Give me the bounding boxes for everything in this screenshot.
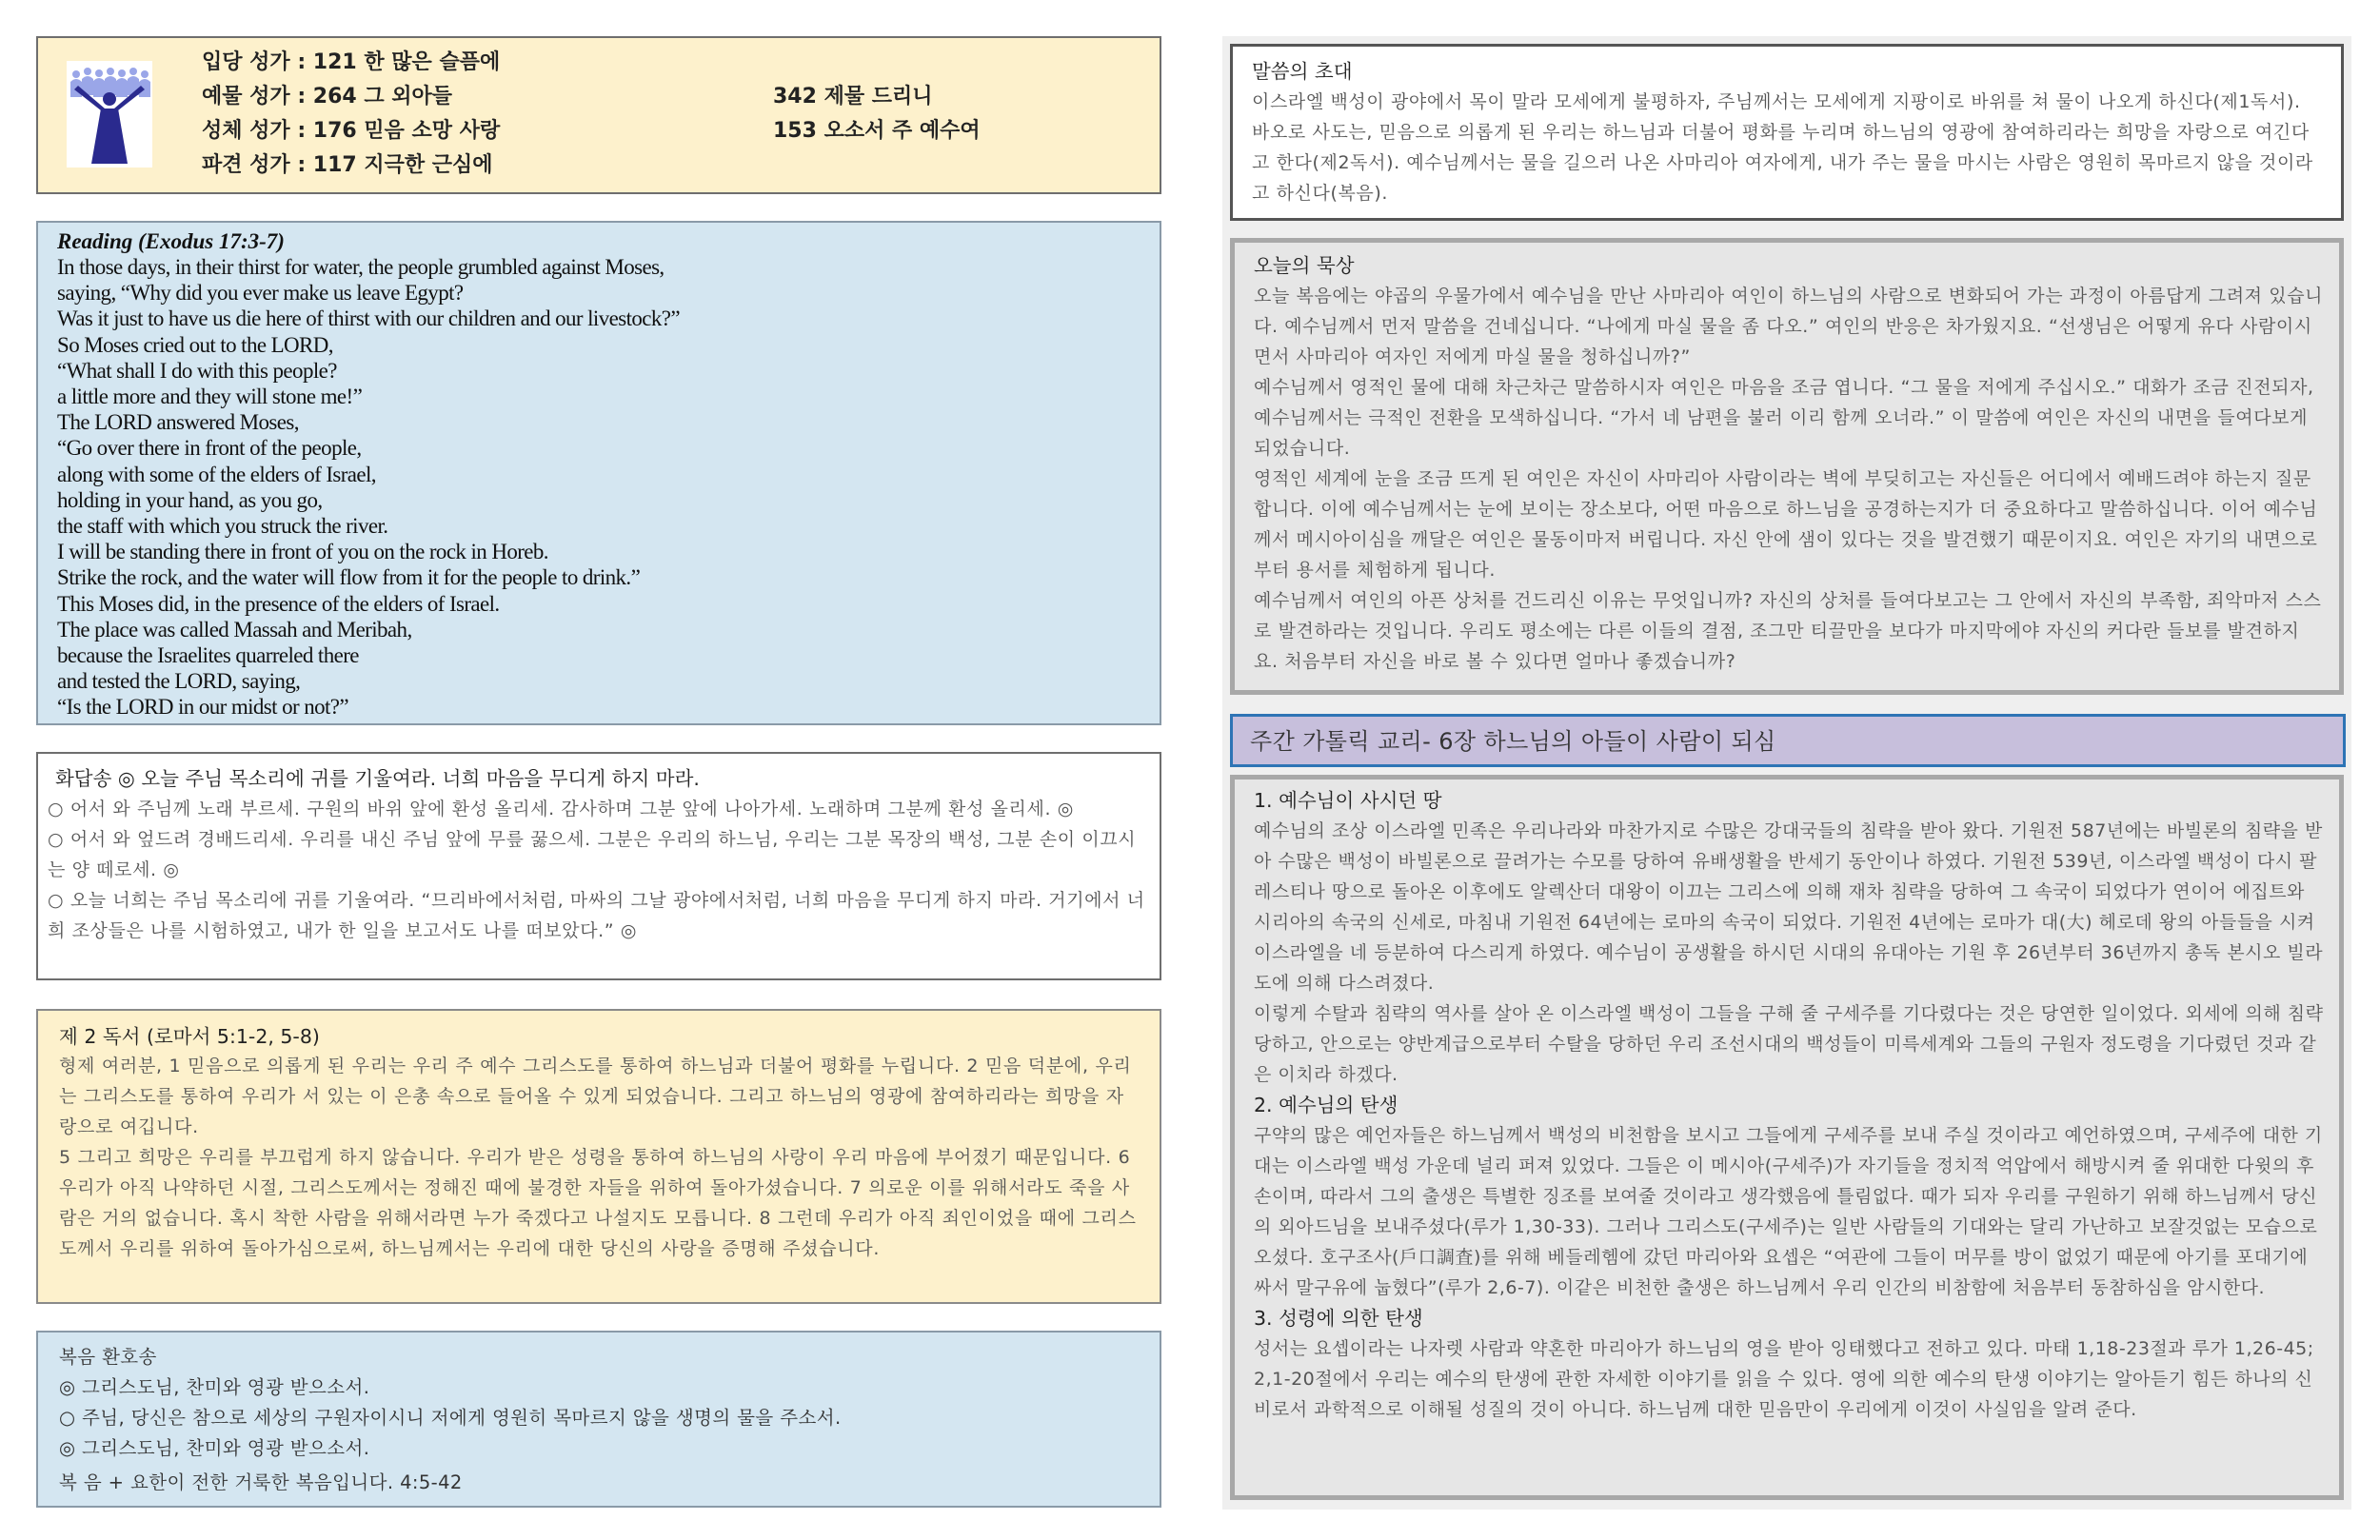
reading-line: “What shall I do with this people?: [57, 358, 337, 383]
gospel-acclamation-box: [36, 1331, 1161, 1508]
second-reading-title: 제 2 독서 (로마서 5:1-2, 5-8): [59, 1025, 320, 1048]
offertory-hymn-alt: 342 제물 드리니: [773, 85, 933, 109]
choir-logo-icon: [67, 61, 152, 168]
acclamation-line: ◎ 그리스도님, 찬미와 영광 받으소서.: [59, 1437, 370, 1459]
acclamation-line: ○ 주님, 당신은 참으로 세상의 구원자이시니 저에게 영원히 목마르지 않을 생명의 물을 주소서.: [59, 1407, 842, 1429]
reading-line: the staff with which you struck the river.: [57, 514, 388, 539]
catechism-paragraph: 예수님의 조상 이스라엘 민족은 우리나라와 마찬가지로 수많은 강대국들의 침략을 받아 왔다. 기원전 587년에는 바빌론의 침략을 받아 수많은 백성이 바빌론으로 끌려가는 수모를 당하여 유배생활을 반세기 동안이나 하였다. 기원전 539년, 이스라엘 백성이 다시 팔레스티나 땅으로 돌아온 이후에도 알렉산더 대왕이 이끄는 그리스에 의해 재차 침략을 당하여 그 속국이 되었다가 연이어 에집트와 시리아의 속국의 신세로, 마침내 기원전 64년에는 로마의 속국이 되었다. 기원전 4년에는 로마가 대(大) 헤로데 왕의 아들들을 시켜 이스라엘을 네 등분하여 다스리게 하였다. 예수님이 공생활을 하시던 시대의 유대아는 기원 후 26년부터 36년까지 총독 본시오 빌라도에 의해 다스려졌다.: [1254, 820, 2324, 994]
reading-line: The place was called Massah and Meribah,: [57, 617, 412, 642]
gospel-acclamation-title: 복음 환호송: [59, 1346, 157, 1368]
entrance-hymn: 입당 성가 : 121 한 많은 슬픔에: [202, 50, 501, 74]
recessional-hymn: 파견 성가 : 117 지극한 근심에: [202, 153, 493, 177]
invitation-title: 말씀의 초대: [1252, 60, 1353, 83]
catechism-paragraph: 이렇게 수탈과 침략의 역사를 살아 온 이스라엘 백성이 그들을 구해 줄 구세주를 기다렸다는 것은 당연한 일이었다. 외세에 의해 침략 당하고, 안으로는 양반계급으로부터 수탈을 당하던 우리 조선시대의 백성들이 미륵세계와 그들의 구원자 정도령을 기다렸던 것과 같은 이치라 하겠다.: [1254, 1003, 2324, 1085]
second-reading-paragraph: 5 그리고 희망은 우리를 부끄럽게 하지 않습니다. 우리가 받은 성령을 통하여 하느님의 사랑이 우리 마음에 부어졌기 때문입니다. 6 우리가 아직 나약하던 시절, 그리스도께서는 정해진 때에 불경한 자들을 위하여 돌아가셨습니다. 7 의로운 이를 위해서라도 죽을 사람은 거의 없습니다. 혹시 착한 사람을 위해서라면 누가 죽겠다고 나설지도 모릅니다. 8 그런데 우리가 아직 죄인이었을 때에 그리스도께서 우리를 위하여 돌아가심으로써, 하느님께서는 우리에 대한 당신의 사랑을 증명해 주셨습니다.: [59, 1147, 1137, 1259]
meditation-box: [1230, 238, 2344, 695]
reading-line: and tested the LORD, saying,: [57, 669, 301, 694]
acclamation-line: ◎ 그리스도님, 찬미와 영광 받으소서.: [59, 1376, 370, 1398]
first-reading-box: [36, 221, 1161, 725]
psalm-verse: ○ 어서 와 엎드려 경배드리세. 우리를 내신 주님 앞에 무릎 꿇으세. 그분은 우리의 하느님, 우리는 그분 목장의 백성, 그분 손이 이끄시는 양 떼로세. ◎: [48, 829, 1137, 880]
reading-line: This Moses did, in the presence of the elders of Israel.: [57, 591, 500, 616]
reading-line: In those days, in their thirst for water, the people grumbled against Moses,: [57, 255, 664, 279]
catechism-paragraph: 성서는 요셉이라는 나자렛 사람과 약혼한 마리아가 하느님의 영을 받아 잉태했다고 전하고 있다. 마태 1,18-23절과 루가 1,26-45; 2,1-20절에서 우리는 예수의 탄생에 관한 자세한 이야기를 읽을 수 있다. 영에 의한 예수의 탄생 이야기는 알아듣기 힘든 하나의 신비로서 과학적으로 이해될 성질의 것이 아니다. 하느님께 대한 믿음만이 우리에게 이것이 사실임을 알려 준다.: [1254, 1338, 2314, 1420]
first-reading-title: Reading (Exodus 17:3-7): [57, 229, 285, 253]
meditation-paragraph: 예수님께서 여인의 아픈 상처를 건드리신 이유는 무엇입니까? 자신의 상처를 들여다보고는 그 안에서 자신의 부족함, 죄악마저 스스로 발견하라는 것입니다. 우리도 평소에는 다른 이들의 결점, 조그만 티끌만을 보다가 마지막에야 자신의 커다란 들보를 발견하지요. 처음부터 자신을 바로 볼 수 있다면 얼마나 좋겠습니까?: [1254, 590, 2322, 672]
catechism-title: 주간 가톨릭 교리- 6장 하느님의 아들이 사람이 되심: [1250, 728, 1776, 755]
catechism-paragraph: 구약의 많은 예언자들은 하느님께서 백성의 비천함을 보시고 그들에게 구세주를 보내 주실 것이라고 예언하였으며, 구세주에 대한 기대는 이스라엘 백성 가운데 널리 퍼져 있었다. 그들은 이 메시아(구세주)가 자기들을 정치적 억압에서 해방시켜 줄 위대한 다윗의 후손이며, 따라서 그의 출생은 특별한 징조를 보여줄 것이라고 생각했음에 틀림없다. 때가 되자 우리를 구원하기 위해 하느님께서 당신의 외아드님을 보내주셨다(루가 1,30-33). 그러나 그리스도(구세주)는 일반 사람들의 기대와는 달리 가난하고 보잘것없는 모습으로 오셨다. 호구조사(戶口調査)를 위해 베들레헴에 갔던 마리아와 요셉은 “여관에 그들이 머무를 방이 없었기 때문에 아기를 포대기에 싸서 말구유에 눕혔다”(루가 2,6-7). 이같은 비천한 출생은 하느님께서 우리 인간의 비참함에 처음부터 동참하심을 암시한다.: [1254, 1125, 2323, 1298]
meditation-paragraph: 예수님께서 영적인 물에 대해 차근차근 말씀하시자 여인은 마음을 조금 엽니다. “그 물을 저에게 주십시오.” 대화가 조금 진전되자, 예수님께서는 극적인 전환을 모색하십니다. “가서 네 남편을 불러 이리 함께 오너라.” 이 말씀에 여인은 자신의 내면을 들여다보게 되었습니다.: [1254, 377, 2314, 459]
reading-line: The LORD answered Moses,: [57, 410, 299, 435]
reading-line: “Is the LORD in our midst or not?”: [57, 695, 349, 720]
reading-line: I will be standing there in front of you on the rock in Horeb.: [57, 540, 548, 564]
catechism-title-bar: [1230, 714, 2346, 767]
reading-line: So Moses cried out to the LORD,: [57, 332, 333, 357]
hymn-list-box: [36, 36, 1161, 194]
second-reading-paragraph: 형제 여러분, 1 믿음으로 의롭게 된 우리는 우리 주 예수 그리스도를 통하여 하느님과 더불어 평화를 누립니다. 2 믿음 덕분에, 우리는 그리스도를 통하여 우리가 서 있는 이 은총 속으로 들어올 수 있게 되었습니다. 그리고 하느님의 영광에 참여하리라는 희망을 자랑으로 여깁니다.: [59, 1056, 1132, 1137]
first-reading-text: [57, 254, 1140, 721]
catechism-box: [1230, 775, 2344, 1500]
reading-line: holding in your hand, as you go,: [57, 487, 323, 512]
reading-line: Was it just to have us die here of thirst with our children and our livestock?”: [57, 306, 680, 331]
communion-hymn: 성체 성가 : 176 믿음 소망 사랑: [202, 119, 501, 143]
psalm-verse: ○ 오늘 너희는 주님 목소리에 귀를 기울여라. “므리바에서처럼, 마싸의 그날 광야에서처럼, 너희 마음을 무디게 하지 마라. 거기에서 너희 조상들은 나를 시험하였고, 내가 한 일을 보고서도 나를 떠보았다.” ◎: [48, 890, 1145, 941]
meditation-paragraph: 오늘 복음에는 야곱의 우물가에서 예수님을 만난 사마리아 여인이 하느님의 사람으로 변화되어 가는 과정이 아름답게 그려져 있습니다. 예수님께서 먼저 말씀을 건네십니다. “나에게 마실 물을 좀 다오.” 여인의 반응은 차가웠지요. “선생님은 어떻게 유다 사람이시면서 사마리아 여자인 저에게 마실 물을 청하십니까?”: [1254, 286, 2324, 367]
reading-line: because the Israelites quarreled there: [57, 643, 359, 668]
psalm-verse: ○ 어서 와 주님께 노래 부르세. 구원의 바위 앞에 환성 올리세. 감사하며 그분 앞에 나아가세. 노래하며 그분께 환성 올리세. ◎: [48, 799, 1074, 819]
communion-hymn-alt: 153 오소서 주 예수여: [773, 119, 981, 143]
meditation-title: 오늘의 묵상: [1254, 254, 1355, 277]
responsorial-psalm-box: [36, 752, 1161, 980]
reading-line: Strike the rock, and the water will flow from it for the people to drink.”: [57, 565, 641, 590]
reading-line: “Go over there in front of the people,: [57, 436, 362, 461]
gospel-reference: 복 음 + 요한이 전한 거룩한 복음입니다. 4:5-42: [59, 1471, 463, 1493]
hymn-column-1: [202, 46, 500, 183]
invitation-text: 이스라엘 백성이 광야에서 목이 말라 모세에게 불평하자, 주님께서는 모세에게 지팡이로 바위를 쳐 물이 나오게 하신다(제1독서). 바오로 사도는, 믿음으로 의롭게 된 우리는 하느님과 더불어 평화를 누리며 하느님의 영광에 참여하리라는 희망을 자랑으로 여긴다고 한다(제2독서). 예수님께서는 물을 길으러 나온 사마리아 여자에게, 내가 주는 물을 마시는 사람은 영원히 목마르지 않을 것이라고 하신다(복음).: [1252, 91, 2313, 204]
reading-line: saying, “Why did you ever make us leave Egypt?: [57, 281, 464, 306]
second-reading-box: [36, 1009, 1161, 1304]
catechism-subtitle: 3. 성령에 의한 탄생: [1254, 1307, 1423, 1330]
catechism-subtitle: 2. 예수님의 탄생: [1254, 1094, 1398, 1116]
hymn-column-2: [773, 80, 981, 148]
offertory-hymn: 예물 성가 : 264 그 외아들: [202, 85, 453, 109]
catechism-subtitle: 1. 예수님이 사시던 땅: [1254, 789, 1442, 812]
reading-line: along with some of the elders of Israel,: [57, 462, 376, 486]
psalm-response: 화답송 ◎ 오늘 주님 목소리에 귀를 기울여라. 너희 마음을 무디게 하지 마라.: [55, 767, 700, 790]
word-invitation-box: [1230, 44, 2344, 221]
reading-line: a little more and they will stone me!”: [57, 385, 363, 409]
meditation-paragraph: 영적인 세계에 눈을 조금 뜨게 된 여인은 자신이 사마리아 사람이라는 벽에 부딪히고는 자신들은 어디에서 예배드려야 하는지 질문합니다. 이에 예수님께서는 눈에 보이는 장소보다, 어떤 마음으로 하느님을 공경하는지가 더 중요하다고 말씀하십니다. 이어 예수님께서 메시아이심을 깨달은 여인은 물동이마저 버립니다. 자신 안에 샘이 있다는 것을 발견했기 때문이지요. 여인은 자기의 내면으로부터 용서를 체험하게 됩니다.: [1254, 468, 2318, 581]
